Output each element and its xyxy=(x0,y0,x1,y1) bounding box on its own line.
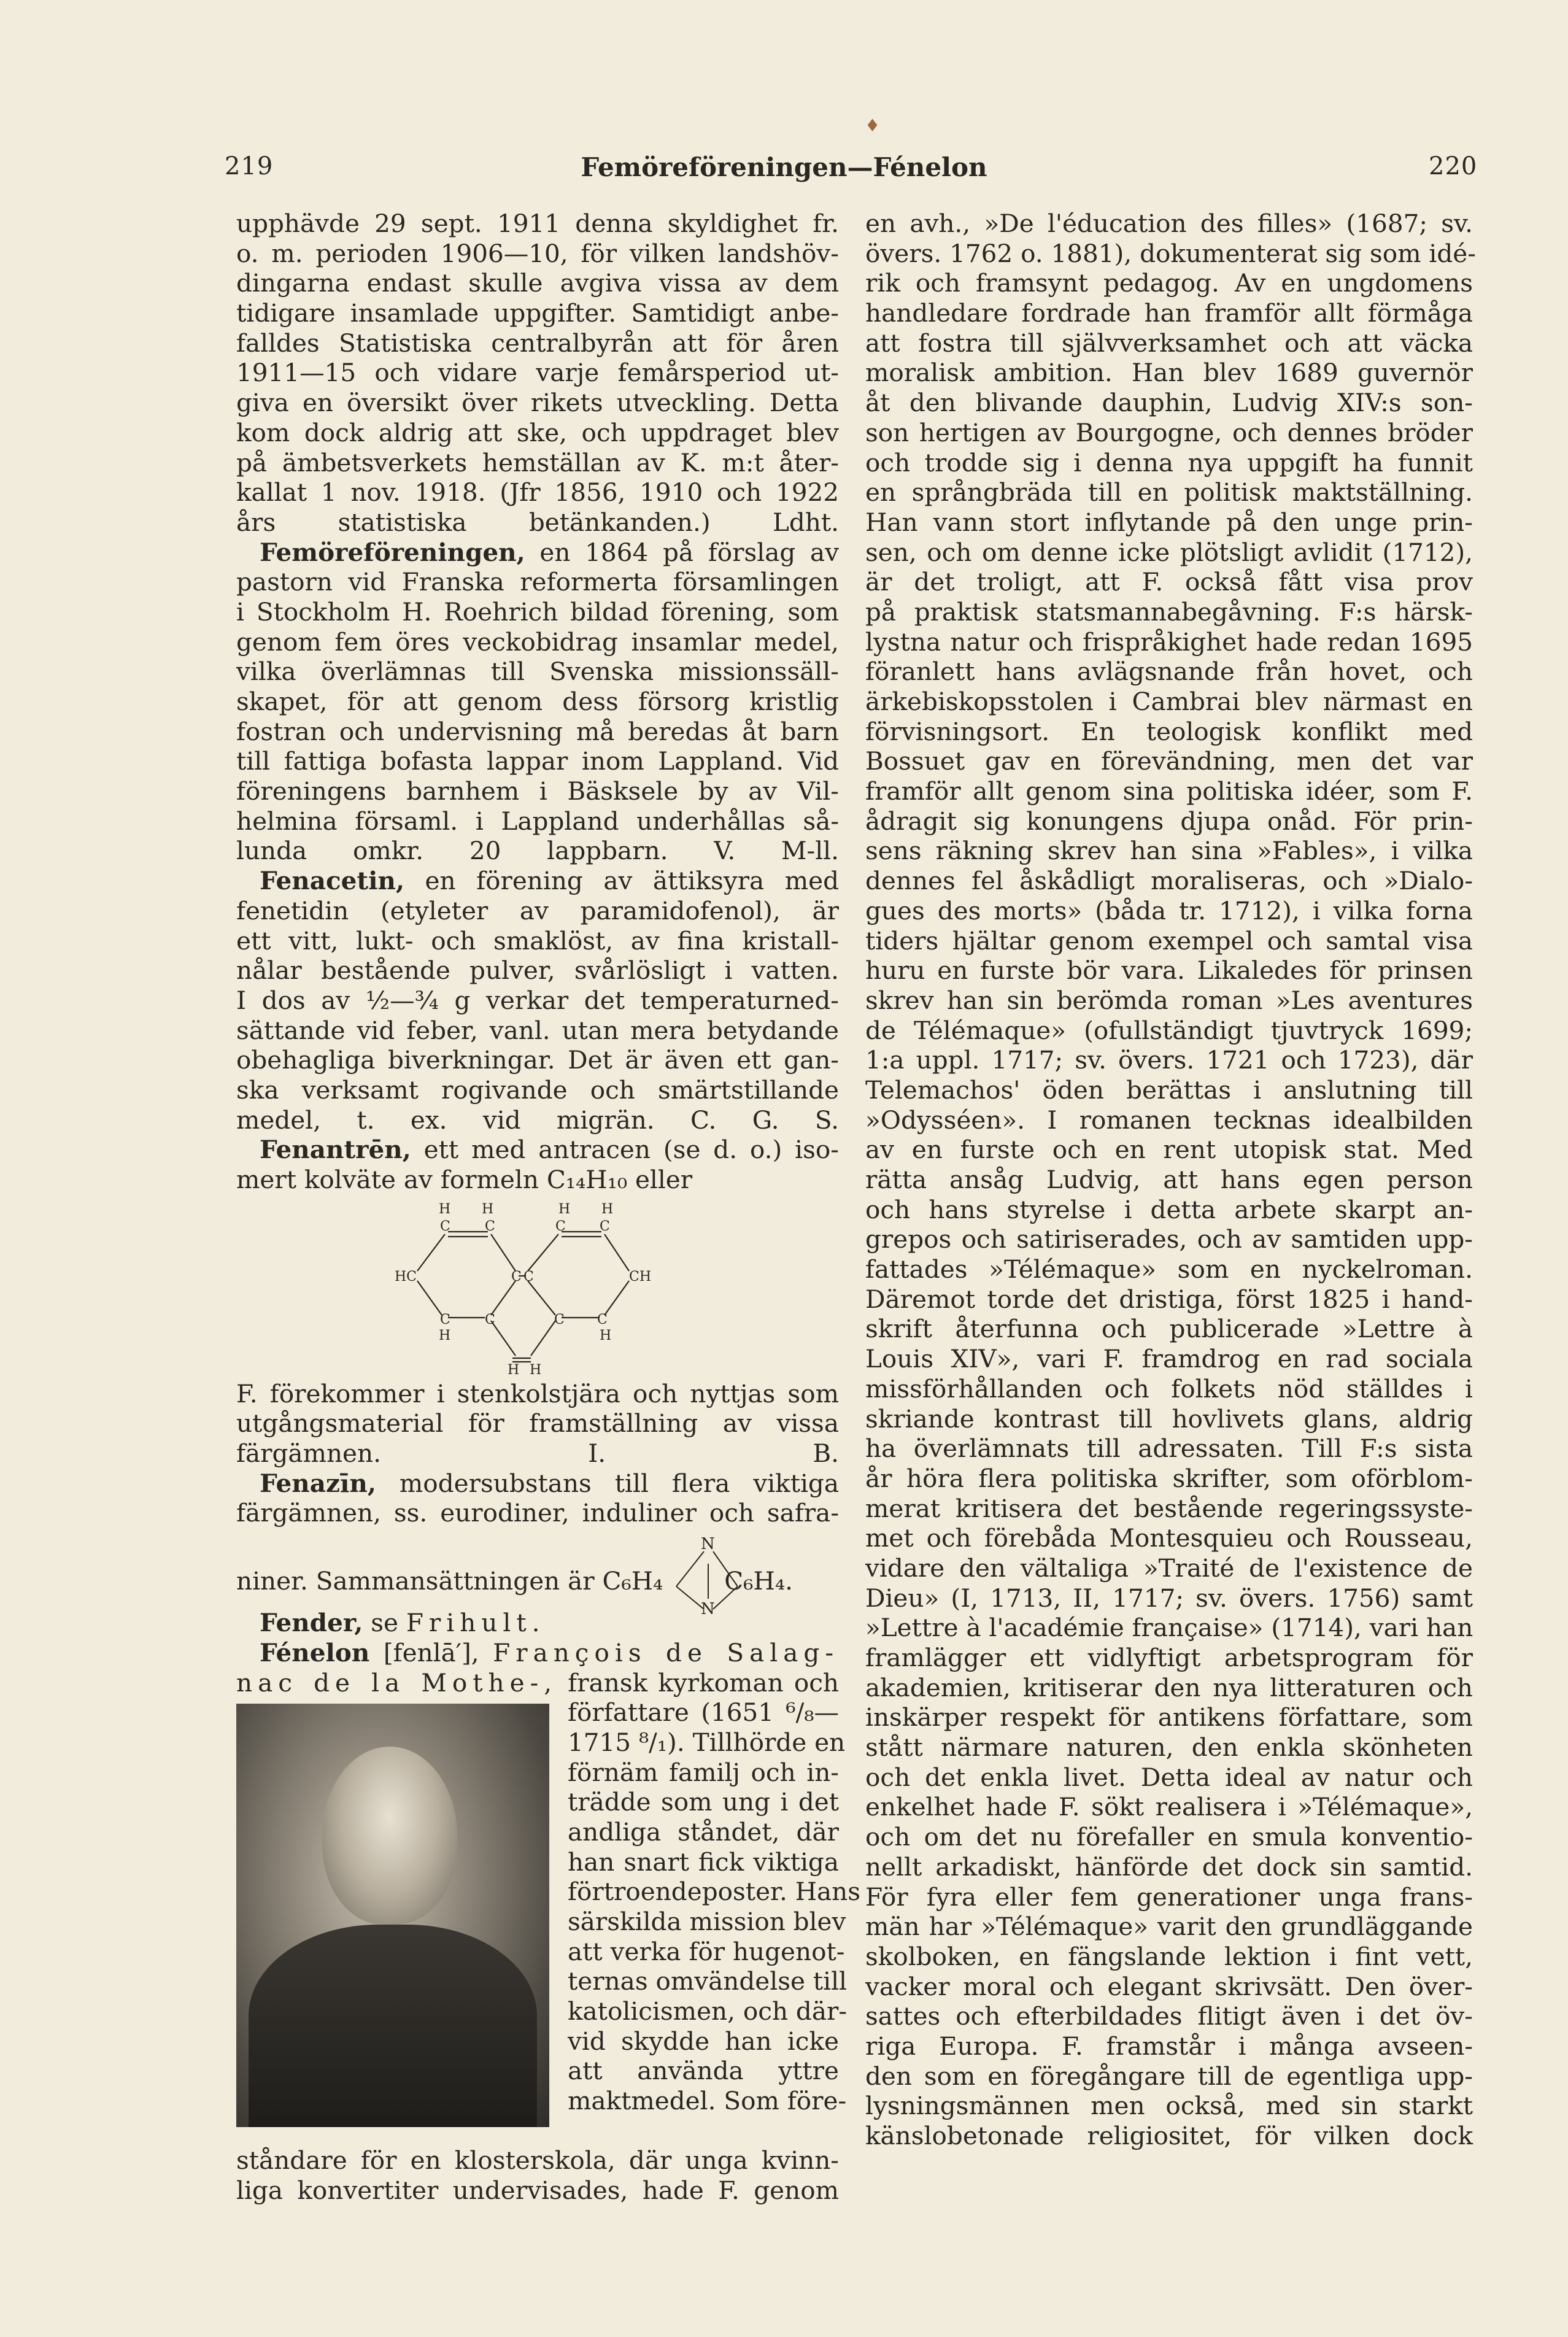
decorative-dot: ♦ xyxy=(865,115,881,136)
text-line: met och förebåda Montesquieu och Rousseau, xyxy=(865,1523,1473,1553)
text-line: pastorn vid Franska reformerta församlingen xyxy=(236,567,839,597)
text-line: medel, t. ex. vid migrän. C. G. S. xyxy=(236,1105,839,1135)
text-line: ett vitt, lukt- och smaklöst, av fina kristall- xyxy=(236,925,839,956)
page-number-left: 219 xyxy=(225,152,274,180)
text-line: en avh., »De l'éducation des filles» (1687; sv. xyxy=(865,209,1473,238)
fenelon-portrait-image xyxy=(236,1704,549,2127)
entry-text: en förening av ättiksyra med xyxy=(404,866,839,896)
text-line: ska verksamt rogivande och smärtstillande xyxy=(236,1075,839,1105)
text-line: framlägger ett vidlyftigt arbetsprogram för xyxy=(865,1643,1473,1672)
text-line: genom fem öres veckobidrag insamlar medel, xyxy=(236,627,839,657)
text-line: dennes fel åskådligt moraliseras, och »Dialo- xyxy=(865,866,1473,896)
entry-text: fransk kyrkoman och xyxy=(557,1667,839,1698)
text-line: inskärper respekt för antikens författare, som xyxy=(865,1702,1473,1732)
entry-text: se xyxy=(363,1608,406,1638)
atom-label: CH xyxy=(629,1269,652,1284)
text-line: akademien, kritiserar den nya litteraturen och xyxy=(865,1672,1473,1702)
entry-fender xyxy=(236,1608,839,1638)
atom-label: C xyxy=(485,1311,495,1327)
entry-first-line xyxy=(236,1135,839,1165)
text-line: 1:a uppl. 1717; sv. övers. 1721 och 1723), där xyxy=(865,1045,1473,1075)
text-line: Telemachos' öden berättas i anslutning till xyxy=(865,1075,1473,1105)
text-line: »Lettre à l'académie française» (1714), vari han xyxy=(865,1613,1473,1643)
text-line: är det troligt, att F. också fått visa prov xyxy=(865,567,1473,597)
phenanthrene-structure-diagram xyxy=(236,1195,839,1379)
page-number-right: 220 xyxy=(1429,152,1478,180)
text-line: 1715 ⁸/₁). Tillhörde en xyxy=(568,1727,846,1757)
fenazin-ring-svg xyxy=(670,1528,744,1614)
text-line: son hertigen av Bourgogne, och dennes bröder xyxy=(865,417,1473,447)
entry-first-line xyxy=(236,1608,839,1638)
text-line: han snart fick viktiga xyxy=(568,1847,839,1877)
text-line: lysningsmännen men också, med sin starkt xyxy=(865,2091,1473,2121)
text-line: lystna natur och frispråkighet hade redan 1695 xyxy=(865,627,1473,657)
text-line: vidare den vältaliga »Traité de l'existence de xyxy=(865,1553,1473,1583)
atom-label: C xyxy=(485,1218,495,1234)
atom-label: H xyxy=(558,1201,571,1217)
entry-text: en 1864 på förslag av xyxy=(525,537,839,567)
text-line: huru en furste bör vara. Likaledes för prinsen xyxy=(865,956,1473,986)
atom-label: C xyxy=(600,1218,610,1234)
text-line: färgämnen. I. B. xyxy=(236,1439,839,1469)
headword: Fenacetin, xyxy=(260,866,405,896)
text-line: nålar bestående pulver, svårlösligt i vatten. xyxy=(236,956,839,986)
text-line: handledare fordrade han framför allt förmåga xyxy=(865,298,1473,328)
atom-label: C xyxy=(597,1311,608,1327)
text-line: tidigare insamlade uppgifter. Samtidigt anbe- xyxy=(236,298,839,328)
text-line: den som en föregångare till de egentliga upp- xyxy=(865,2061,1473,2091)
atom-label: H xyxy=(600,1327,612,1343)
text-line: falldes Statistiska centralbyrån att för åren xyxy=(236,328,839,358)
text-line: Dieu» (I, 1713, II, 1717; sv. övers. 1756) samt xyxy=(865,1583,1473,1613)
text-line: ärkebiskopsstolen i Cambrai blev närmast en xyxy=(865,687,1473,716)
entry-line xyxy=(236,1668,839,1698)
text-line: stått närmare naturen, den enkla skönheten xyxy=(865,1732,1473,1763)
text-line: att använda yttre xyxy=(568,2056,839,2086)
phenanthrene-structure-svg xyxy=(390,1195,684,1379)
text-line: enkelhet hade F. sökt realisera i »Télémaque», xyxy=(865,1792,1473,1822)
atom-label: H xyxy=(482,1201,494,1217)
text-line: o. m. perioden 1906—10, för vilken landshöv- xyxy=(236,238,839,268)
text-line: gues des morts» (båda tr. 1712), i vilka forna xyxy=(865,895,1473,925)
text-line: särskilda mission blev xyxy=(568,1907,846,1936)
text-line: grepos och satiriserades, och av samtiden upp- xyxy=(865,1224,1473,1254)
entry-text: ett med antracen (se d. o.) iso- xyxy=(411,1135,839,1165)
text-line: en språngbräda till en politisk maktställning. xyxy=(865,477,1473,508)
text-line: skapet, för att genom dess försorg kristlig xyxy=(236,687,839,716)
cross-reference: Frihult. xyxy=(406,1608,546,1638)
text-line: vilka överlämnas till Svenska missionssäll- xyxy=(236,657,839,687)
text-line: övers. 1762 o. 1881), dokumenterat sig som idé- xyxy=(865,238,1476,268)
left-column xyxy=(236,209,861,2206)
text-line: förtroendeposter. Hans xyxy=(568,1877,861,1907)
text-line: sattes och efterbildades flitigt även i det öv- xyxy=(865,2001,1473,2031)
entry-text: modersubstans till flera viktiga xyxy=(376,1468,839,1498)
text-line: år höra flera politiska skrifter, som oförblom- xyxy=(865,1463,1473,1493)
text-line: föreningens barnhem i Bäsksele by av Vil- xyxy=(236,776,839,806)
text-line: För fyra eller fem generationer unga frans- xyxy=(865,1882,1473,1912)
text-line: ternas omvändelse till xyxy=(568,1966,847,1996)
wrap-text xyxy=(568,1698,861,2116)
text-line: års statistiska betänkanden.) Ldht. xyxy=(236,507,839,537)
text-line: lunda omkr. 20 lappbarn. V. M-ll. xyxy=(236,836,839,866)
text-line: merat kritisera det bestående regeringssyste- xyxy=(865,1493,1473,1523)
text-line: sättande vid feber, vanl. utan mera betydande xyxy=(236,1015,839,1045)
entry-first-line xyxy=(236,1469,839,1499)
text-line: riga Europa. F. framstår i många avseen- xyxy=(865,2031,1473,2061)
entry-text: niner. Sammansättningen är C₆H₄ xyxy=(236,1566,663,1596)
text-line: kom dock aldrig att ske, och uppdraget blev xyxy=(236,417,839,447)
text-line: rätta ansåg Ludvig, att hans egen person xyxy=(865,1165,1473,1194)
text-line: Bossuet gav en förevändning, men det var xyxy=(865,746,1473,776)
text-line: framför allt genom sina politiska idéer, som F. xyxy=(865,776,1473,806)
text-line: ståndare för en klosterskola, där unga kvinn- xyxy=(236,2146,839,2176)
pronunciation: [fenlā′], xyxy=(369,1637,493,1667)
running-head: Femöreföreningen—Fénelon xyxy=(581,152,987,182)
atom-label: C xyxy=(555,1218,566,1234)
text-line: skrift återfunna och publicerade »Lettre à xyxy=(865,1314,1473,1344)
headword: Fenazīn, xyxy=(260,1468,376,1498)
text-line: de Télémaque» (ofullständigt tjuvtryck 1699; xyxy=(865,1015,1473,1045)
intro-paragraph xyxy=(236,209,839,538)
atom-label: C xyxy=(511,1269,522,1284)
headword: Fender, xyxy=(260,1608,363,1638)
text-line: män har »Télémaque» varit den grundläggande xyxy=(865,1912,1473,1942)
entry-femoreforeningen xyxy=(236,538,839,867)
text-line: på ämbetsverkets hemställan av K. m:t åter- xyxy=(236,447,839,477)
atom-label: H xyxy=(530,1362,542,1378)
text-line: fenetidin (etyleter av paramidofenol), är xyxy=(236,895,839,925)
text-line: vacker moral och elegant skrivsätt. Den över- xyxy=(865,1971,1473,2001)
right-column xyxy=(865,209,1476,2151)
entry-fenelon xyxy=(236,1637,861,2206)
text-line: moralisk ambition. Han blev 1689 guvernör xyxy=(865,358,1473,388)
text-line: och trodde sig i denna nya uppgift ha funnit xyxy=(865,447,1473,477)
fenazin-formula xyxy=(236,1528,839,1615)
text-line: andliga ståndet, där xyxy=(568,1817,839,1847)
entry-fenazin xyxy=(236,1468,839,1615)
text-line: sen, och om denne icke plötsligt avlidit (1712), xyxy=(865,537,1473,567)
atom-label: C xyxy=(440,1218,450,1234)
text-line: dingarna endast skulle avgiva vissa av dem xyxy=(236,268,839,298)
text-line: och om det nu förefaller en smula konventio- xyxy=(865,1822,1473,1852)
atom-label: H xyxy=(439,1327,451,1343)
text-line: tiders hjältar genom exempel och samtal visa xyxy=(865,925,1473,956)
entry-line: färgämnen, ss. eurodiner, induliner och safra- xyxy=(236,1498,839,1528)
entry-first-line xyxy=(236,538,839,568)
text-line: ådragit sig konungens djupa onåd. För prin- xyxy=(865,806,1473,836)
text-line: förvisningsort. En teologisk konflikt med xyxy=(865,716,1473,746)
text-line: rik och framsynt pedagog. Av en ungdomens xyxy=(865,268,1473,298)
text-line: av en furste och en rent utopisk stat. Med xyxy=(865,1135,1473,1165)
headword: Fénelon xyxy=(260,1637,370,1667)
text-line: obehagliga biverkningar. Det är även ett gan- xyxy=(236,1045,839,1075)
entry-first-line xyxy=(236,1638,839,1668)
text-line: i Stockholm H. Roehrich bildad förening, som xyxy=(236,597,839,627)
text-line: på praktisk statsmannabegåvning. F:s härsk- xyxy=(865,597,1473,627)
text-line: fostran och undervisning må beredas åt barn xyxy=(236,716,839,746)
text-line: maktmedel. Som före- xyxy=(568,2086,847,2116)
formula-tail: C₆H₄. xyxy=(724,1566,793,1596)
text-line: fattades »Télémaque» som en nyckelroman. xyxy=(865,1254,1473,1284)
full-name: François de Salag- xyxy=(493,1637,840,1667)
text-line: skolboken, en fängslande lektion i fint vett, xyxy=(865,1941,1473,1971)
text-line: känslobetonade religiositet, för vilken dock xyxy=(865,2121,1473,2150)
headword: Femöreföreningen, xyxy=(260,537,525,567)
atom-label: H xyxy=(601,1201,614,1217)
text-line: trädde som ung i det xyxy=(568,1787,839,1817)
text-line: att verka för hugenot- xyxy=(568,1936,845,1966)
atom-label: N xyxy=(701,1535,715,1554)
entry-line: mert kolväte av formeln C₁₄H₁₀ eller xyxy=(236,1165,693,1194)
atom-label: C xyxy=(554,1311,565,1327)
atom-label: H xyxy=(439,1201,451,1217)
text-line: missförhållanden och folkets nöd ställdes i xyxy=(865,1373,1473,1404)
text-line: författare (1651 ⁶/₈— xyxy=(568,1698,839,1728)
text-line: 1911—15 och vidare varje femårsperiod ut- xyxy=(236,358,839,388)
text-line: F. förekommer i stenkolstjära och nyttjas som xyxy=(236,1378,839,1408)
text-line: Louis XIV», vari F. framdrog en rad sociala xyxy=(865,1344,1473,1374)
atom-label: C xyxy=(440,1311,450,1327)
text-line: och det enkla livet. Detta ideal av natur och xyxy=(865,1762,1473,1792)
text-line: åt den blivande dauphin, Ludvig XIV:s son- xyxy=(865,388,1473,418)
text-line: helmina församl. i Lappland underhållas så- xyxy=(236,806,839,836)
text-line: upphävde 29 sept. 1911 denna skyldighet fr. xyxy=(236,209,839,238)
headword: Fenantrēn, xyxy=(260,1135,411,1165)
text-line: vid skydde han icke xyxy=(568,2026,839,2056)
text-line: och hans styrelse i detta arbete skarpt an- xyxy=(865,1194,1473,1224)
text-line: giva en översikt över rikets utveckling. Detta xyxy=(236,388,839,418)
atom-label: HC xyxy=(395,1269,417,1284)
text-line: förnäm familj och in- xyxy=(568,1757,839,1787)
text-line: skriande kontrast till hovlivets glans, aldrig xyxy=(865,1404,1473,1434)
text-line: kallat 1 nov. 1918. (Jfr 1856, 1910 och 1922 xyxy=(236,477,839,508)
text-line: Han vann stort inflytande på den unge prin- xyxy=(865,507,1473,537)
text-line: I dos av ½—¾ g verkar det temperaturned- xyxy=(236,985,839,1015)
atom-label: C xyxy=(523,1269,534,1284)
text-line: utgångsmaterial för framställning av vissa xyxy=(236,1408,839,1439)
atom-label: H xyxy=(508,1362,520,1378)
entry-fenacetin xyxy=(236,866,839,1135)
text-line: Däremot torde det dristiga, först 1825 i hand- xyxy=(865,1284,1473,1314)
text-line: sens räkning skrev han sina »Fables», i vilka xyxy=(865,836,1473,866)
text-line: skrev han sin berömda roman »Les aventures xyxy=(865,985,1473,1015)
atom-label: N xyxy=(701,1600,715,1615)
text-line: att fostra till självverksamhet och att väcka xyxy=(865,328,1473,358)
text-line: »Odysséen». I romanen tecknas idealbilden xyxy=(865,1105,1473,1135)
text-line: liga konvertiter undervisades, hade F. genom xyxy=(236,2175,839,2205)
full-name-cont: nac de la Mothe-, xyxy=(236,1667,558,1698)
text-line: nellt arkadiskt, hänförde det dock sin samtid. xyxy=(865,1852,1473,1882)
text-line: katolicismen, och där- xyxy=(568,1996,848,2026)
entry-fenantren xyxy=(236,1135,839,1468)
text-line: ha överlämnats till adressaten. Till F:s sista xyxy=(865,1434,1473,1464)
entry-first-line xyxy=(236,866,839,896)
text-line: föranlett hans avlägsnande från hovet, och xyxy=(865,657,1473,687)
text-line: till fattiga bofasta lappar inom Lappland. Vid xyxy=(236,746,839,776)
